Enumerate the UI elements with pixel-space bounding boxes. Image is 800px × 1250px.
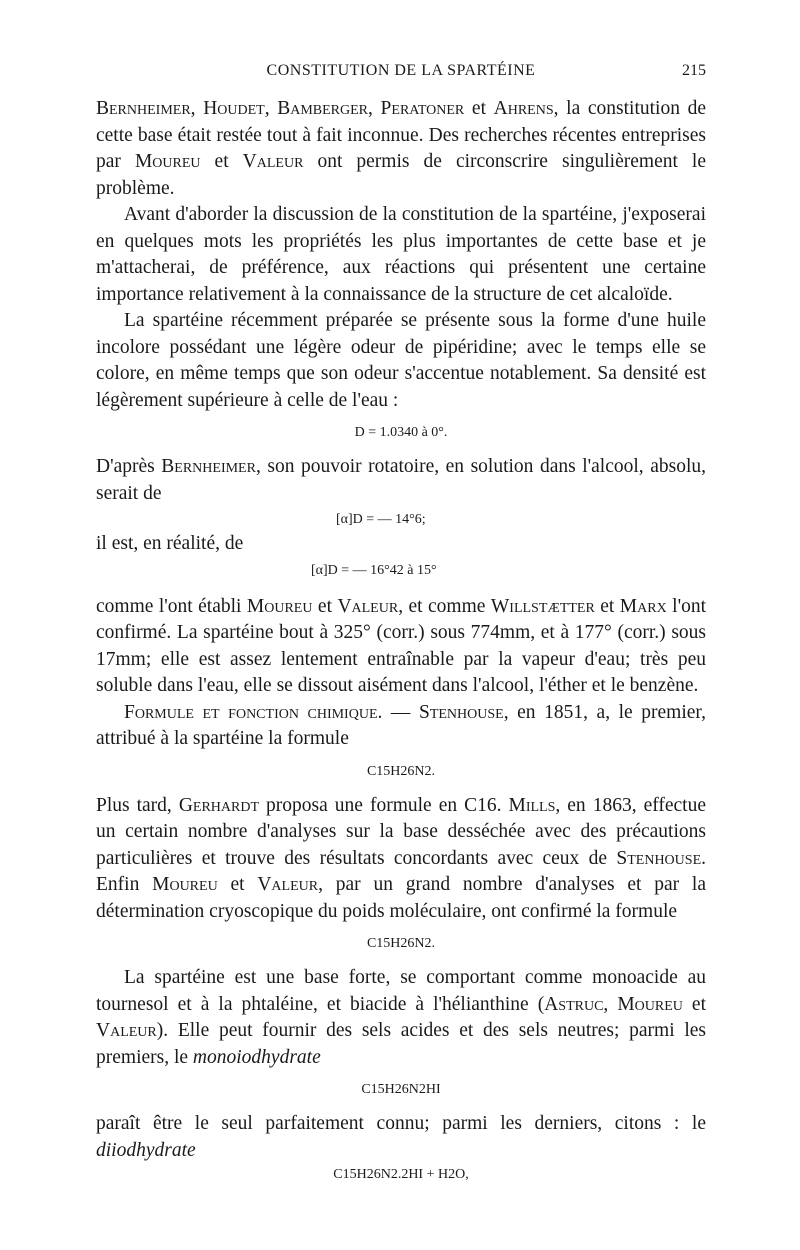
author-name: Marx [619,595,667,617]
author-name: Moureu [134,151,201,172]
author-name: Valeur [257,874,319,895]
text: l'ont confirmé. La spartéine bout à 325° (corr.) sous 774mm, et à 177° (corr.) sous 17mm; elle est assez lentement entraînable par la vapeur d'eau; très peu soluble dans l'eau, elle se dissout aisément dans l'alcool, l'éther et le benzène. [96,595,706,696]
author-name: Moureu [246,595,313,617]
paragraph-1 [96,96,706,202]
author-name: Stenhouse [418,701,504,723]
italic-term: monoiodhydrate [192,1046,321,1068]
author-name: Stenhouse [616,847,702,869]
text: , en 1851, a, le premier, attribué à la spartéine la formule [96,701,706,749]
author-names: Bernheimer, Houdet, Bamberger, Peratoner [96,98,465,119]
paragraph-8 [96,793,706,926]
text: paraît être le seul parfaitement connu; parmi les derniers, citons : le [96,1113,706,1134]
text: , par un grand nombre d'analyses et par la détermination cryoscopique du poids moléculaire, ont confirmé la formule [96,874,707,922]
author-name: Ahrens [493,98,554,119]
formula-sparteine-2: C15H26N2. [366,936,436,951]
text: comme l'ont établi [96,595,247,617]
author-name: Mills [508,794,556,816]
author-name: Valeur [96,1020,157,1041]
page-number: 215 [682,62,706,79]
paragraph-6 [96,594,706,700]
author-name: Valeur [337,595,399,617]
italic-term: diiodhydrate [96,1139,196,1161]
text: , son pouvoir rotatoire, en solution dans l'alcool, absolu, serait de [96,456,706,504]
text: et [200,151,243,172]
paragraph-4 [96,454,706,507]
paragraph-5: il est, en réalité, de [96,533,244,554]
author-name: Moureu [152,874,218,895]
formula-density: D = 1.0340 à 0°. [354,425,448,440]
text: Plus tard, [96,794,179,816]
text: et [217,874,258,895]
author-names: Astruc, Moureu [544,993,683,1015]
running-header [96,62,706,86]
text: , et comme [398,595,491,617]
text: et [464,98,494,119]
text: D'après [96,456,162,477]
paragraph-7 [96,700,706,753]
formula-rotation-2: [α]D = — 16°42 à 15° [311,562,437,578]
text: — [382,701,419,723]
paragraph-9 [96,965,706,1071]
running-title: CONSTITUTION DE LA SPARTÉINE [266,62,536,79]
text: ). Elle peut fournir des sels acides et des sels neutres; parmi les premiers, le [96,1020,706,1068]
paragraph-2: Avant d'aborder la discussion de la constitution de la spartéine, j'exposerai en quelques mots les propriétés les plus importantes de cette base et je m'attacherai, de préférence, aux réactions qui présentent une certaine importance relativement à la connaissance de la structure de cet alcaloïde. [96,204,706,305]
section-heading: Formule et fonction chimique. [124,701,383,723]
text: proposa une formule en C16. [259,794,509,816]
page-body [96,96,706,1196]
paragraph-10 [96,1111,706,1164]
formula-sparteine-1: C15H26N2. [366,763,436,779]
text: et [312,595,338,617]
text: et [594,595,620,617]
formula-monoiodhydrate: C15H26N2HI [361,1082,441,1097]
text: , la constitution de cette base était restée tout à fait inconnue. Des recherches récentes entreprises par [96,98,707,172]
author-name: Gerhardt [178,794,260,816]
paragraph-3: La spartéine récemment préparée se présente sous la forme d'une huile incolore possédant une légère odeur de pipéridine; avec le temps elle se colore, en même temps que son odeur s'accentue notablement. Sa densité est légèrement supérieure à celle de l'eau : [96,310,706,411]
text: . Enfin [96,847,706,895]
formula-rotation-1: [α]D = — 14°6; [336,512,426,527]
author-name: Willstætter [490,595,595,617]
text: et [682,993,707,1015]
text: ont permis de circonscrire singulièrement le problème. [96,151,706,199]
author-name: Valeur [242,151,304,172]
author-name: Bernheimer [161,456,256,477]
text: , en 1863, effectue un certain nombre d'analyses sur la base desséchée avec des précautions particulières et trouve des résultats concordants avec ceux de [96,794,706,869]
formula-diiodhydrate: C15H26N2.2HI + H2O, [333,1167,469,1182]
text: La spartéine est une base forte, se comportant comme monoacide au tournesol et à la phtaléine, et biacide à l'hélianthine ( [96,967,706,1015]
